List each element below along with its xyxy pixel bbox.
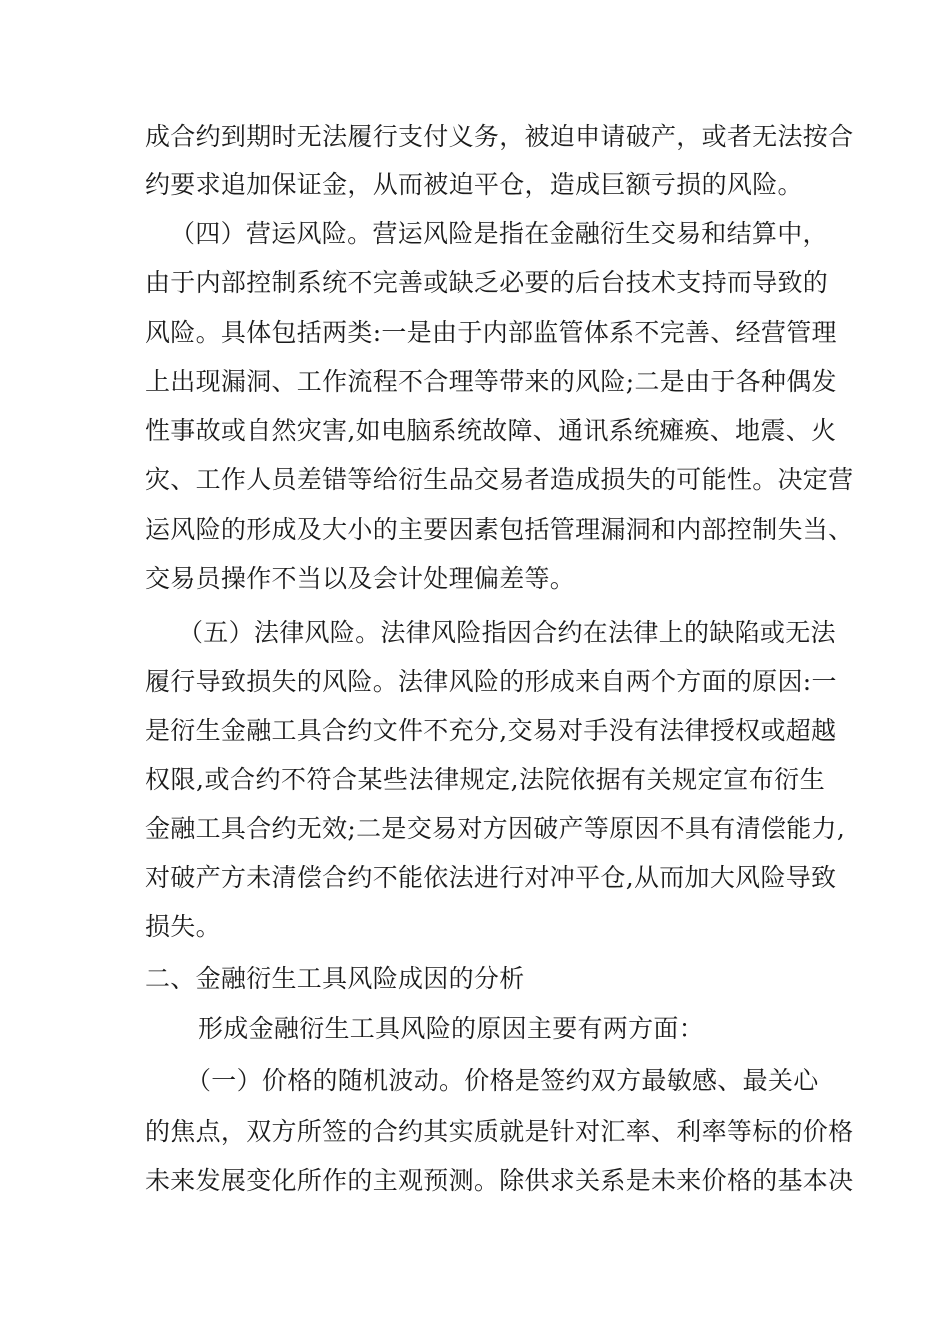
text-line: 是衍生金融工具合约文件不充分,交易对手没有法律授权或超越 (145, 716, 837, 745)
text-line: 损失。 (145, 912, 221, 941)
text-line: 金融工具合约无效;二是交易对方因破产等原因不具有清偿能力, (145, 814, 846, 843)
text-line: 权限,或合约不符合某些法律规定,法院依据有关规定宣布衍生 (145, 765, 825, 794)
text-line: （五）法律风险。法律风险指因合约在法律上的缺陷或无法 (178, 618, 836, 647)
section-heading: 二、金融衍生工具风险成因的分析 (145, 964, 525, 993)
text-line: 的焦点，双方所签的合约其实质就是针对汇率、利率等标的价格 (145, 1117, 854, 1146)
text-line: （四）营运风险。营运风险是指在金融衍生交易和结算中， (170, 219, 828, 248)
text-line: （一）价格的随机波动。价格是签约双方最敏感、最关心 (186, 1066, 819, 1095)
text-line: 未来发展变化所作的主观预测。除供求关系是未来价格的基本决 (145, 1166, 854, 1195)
text-line: 上出现漏洞、工作流程不合理等带来的风险;二是由于各种偶发 (145, 367, 837, 396)
text-line: 由于内部控制系统不完善或缺乏必要的后台技术支持而导致的 (145, 268, 829, 297)
text-line: 灾、工作人员差错等给衍生品交易者造成损失的可能性。决定营 (145, 465, 854, 494)
text-line: 运风险的形成及大小的主要因素包括管理漏洞和内部控制失当、 (145, 515, 854, 544)
text-line: 约要求追加保证金，从而被迫平仓，造成巨额亏损的风险。 (145, 170, 803, 199)
text-line: 对破产方未清偿合约不能依法进行对冲平仓,从而加大风险导致 (145, 863, 837, 892)
text-line: 履行导致损失的风险。法律风险的形成来自两个方面的原因:一 (145, 667, 837, 696)
text-line: 交易员操作不当以及会计处理偏差等。 (145, 564, 576, 593)
text-line: 形成金融衍生工具风险的原因主要有两方面： (198, 1014, 705, 1043)
text-line: 成合约到期时无法履行支付义务，被迫申请破产，或者无法按合 (145, 122, 854, 151)
text-line: 性事故或自然灾害,如电脑系统故障、通讯系统瘫痪、地震、火 (145, 416, 837, 445)
text-line: 风险。具体包括两类:一是由于内部监管体系不完善、经营管理 (145, 318, 837, 347)
